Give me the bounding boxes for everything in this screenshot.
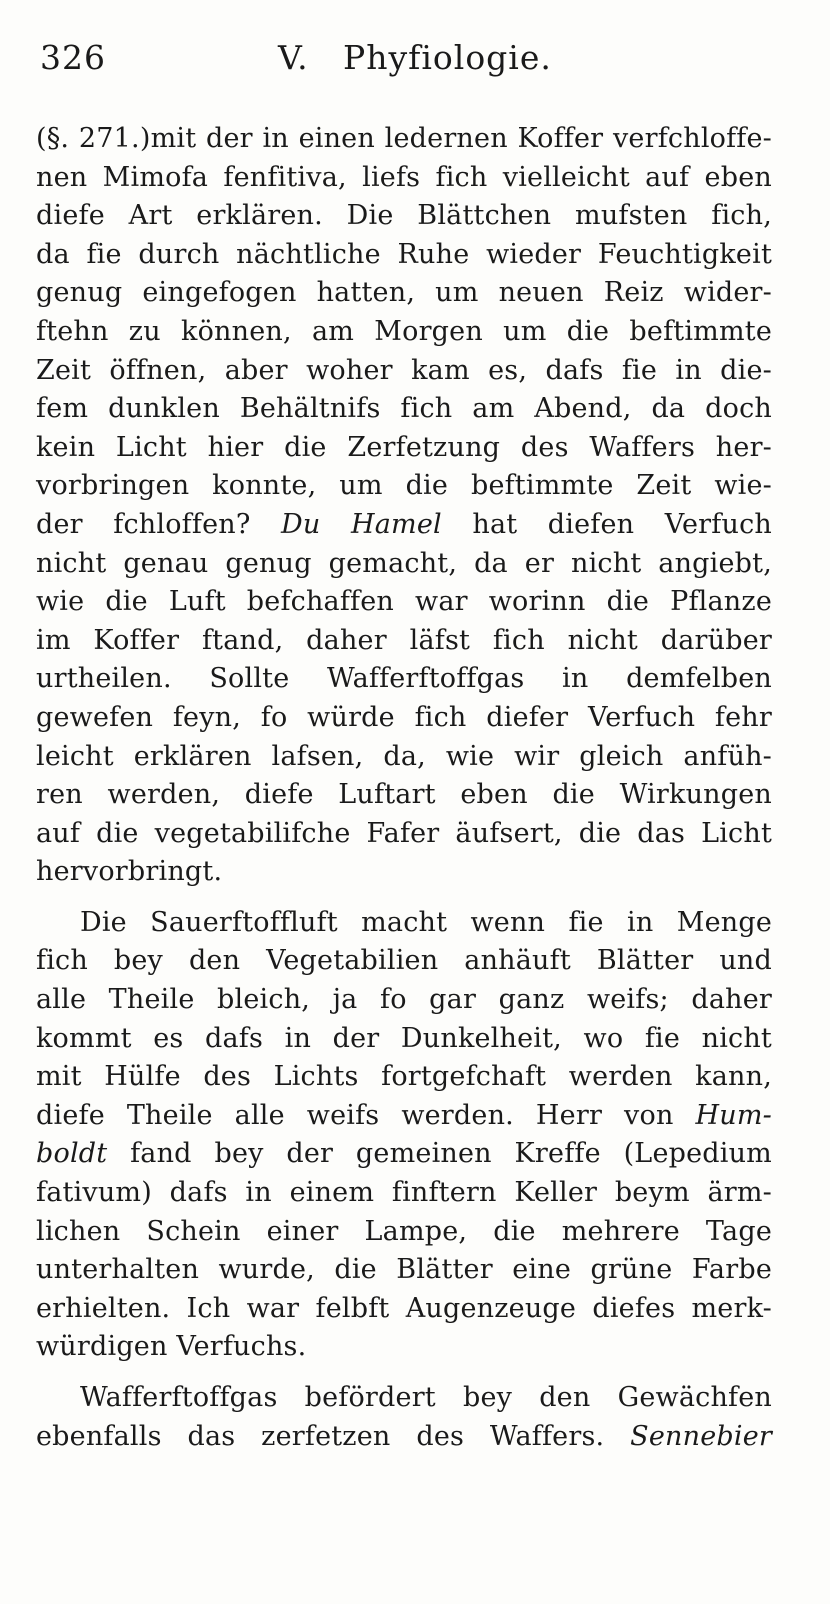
text-line: kommt es dafs in der Dunkelheit, wo fie nicht bbox=[36, 1022, 772, 1054]
text-line: leicht erklären lafsen, da, wie wir gleich anfüh- bbox=[36, 740, 772, 772]
text-line: nicht genau genug gemacht, da er nicht angiebt, bbox=[36, 547, 772, 579]
page-number: 326 bbox=[40, 38, 106, 77]
paragraph bbox=[36, 1379, 772, 1456]
text-line: erhielten. Ich war felbft Augenzeuge diefes merk- bbox=[36, 1292, 772, 1324]
paragraph bbox=[36, 120, 772, 892]
running-head: V. Phyfiologie. bbox=[278, 38, 552, 77]
text-segment: fand bey der gemeinen Kreffe (Lepedium bbox=[107, 1138, 772, 1170]
text-line: Zeit öffnen, aber woher kam es, dafs fie in die- bbox=[36, 354, 772, 386]
text-segment: der fchloffen? bbox=[36, 508, 282, 540]
text-line: mit Hülfe des Lichts fortgefchaft werden kann, bbox=[36, 1061, 772, 1093]
text-line: gewefen feyn, fo würde fich diefer Verfuch fehr bbox=[36, 701, 772, 733]
text-segment: ebenfalls das zerfetzen des Waffers. bbox=[36, 1420, 631, 1452]
author-name: Du Hamel bbox=[281, 508, 442, 540]
text-line: (§. 271.)mit der in einen ledernen Koffer verfchloffe- bbox=[36, 123, 772, 154]
text-line: fativum) dafs in einem finftern Keller beym ärm- bbox=[36, 1177, 772, 1209]
text-line: auf die vegetabilifche Fafer äufsert, die das Licht bbox=[36, 817, 772, 849]
paragraph bbox=[36, 904, 772, 1367]
text-line bbox=[36, 1097, 772, 1136]
text-line: nen Mimofa fenfitiva, liefs fich vielleicht auf eben bbox=[36, 161, 772, 193]
text-line: alle Theile bleich, ja fo gar ganz weifs; daher bbox=[36, 984, 772, 1016]
text-line: fem dunklen Behältnifs fich am Abend, da doch bbox=[36, 393, 772, 425]
author-name: Hum- bbox=[695, 1099, 772, 1131]
text-segment: hat diefen Verfuch bbox=[441, 508, 772, 540]
text-line: da fie durch nächtliche Ruhe wieder Feuchtigkeit bbox=[36, 238, 772, 270]
text-line: diefe Art erklären. Die Blättchen mufsten fich, bbox=[36, 200, 772, 232]
text-line: ftehn zu können, am Morgen um die beftimmte bbox=[36, 315, 772, 347]
text-line: ren werden, diefe Luftart eben die Wirkungen bbox=[36, 779, 772, 811]
author-name: Sennebier bbox=[630, 1420, 772, 1452]
text-line: würdigen Verfuchs. bbox=[36, 1331, 307, 1363]
page-header bbox=[40, 38, 770, 88]
text-line: fich bey den Vegetabilien anhäuft Blätter und bbox=[36, 945, 772, 977]
body-text bbox=[36, 120, 772, 1468]
text-line: kein Licht hier die Zerfetzung des Waffers her- bbox=[36, 431, 772, 463]
text-line: lichen Schein einer Lampe, die mehrere Tage bbox=[36, 1215, 772, 1247]
text-segment: diefe Theile alle weifs werden. Herr von bbox=[36, 1099, 696, 1131]
text-line: vorbringen konnte, um die beftimmte Zeit wie- bbox=[36, 470, 772, 502]
text-line: hervorbringt. bbox=[36, 856, 223, 888]
text-line: genug eingefogen hatten, um neuen Reiz wider- bbox=[36, 277, 772, 309]
author-name: boldt bbox=[36, 1138, 108, 1170]
text-line: im Koffer ftand, daher läfst fich nicht darüber bbox=[36, 624, 772, 656]
text-line: wie die Luft befchaffen war worinn die Pflanze bbox=[36, 586, 772, 618]
text-line bbox=[36, 1418, 772, 1457]
text-line: Wafferftoffgas befördert bey den Gewächfen bbox=[80, 1382, 772, 1413]
text-line bbox=[36, 1135, 772, 1174]
text-line: urtheilen. Sollte Wafferftoffgas in demfelben bbox=[36, 663, 772, 695]
text-line: unterhalten wurde, die Blätter eine grüne Farbe bbox=[36, 1254, 772, 1286]
text-line: Die Sauerftoffluft macht wenn fie in Menge bbox=[80, 906, 772, 938]
text-line bbox=[36, 506, 772, 545]
